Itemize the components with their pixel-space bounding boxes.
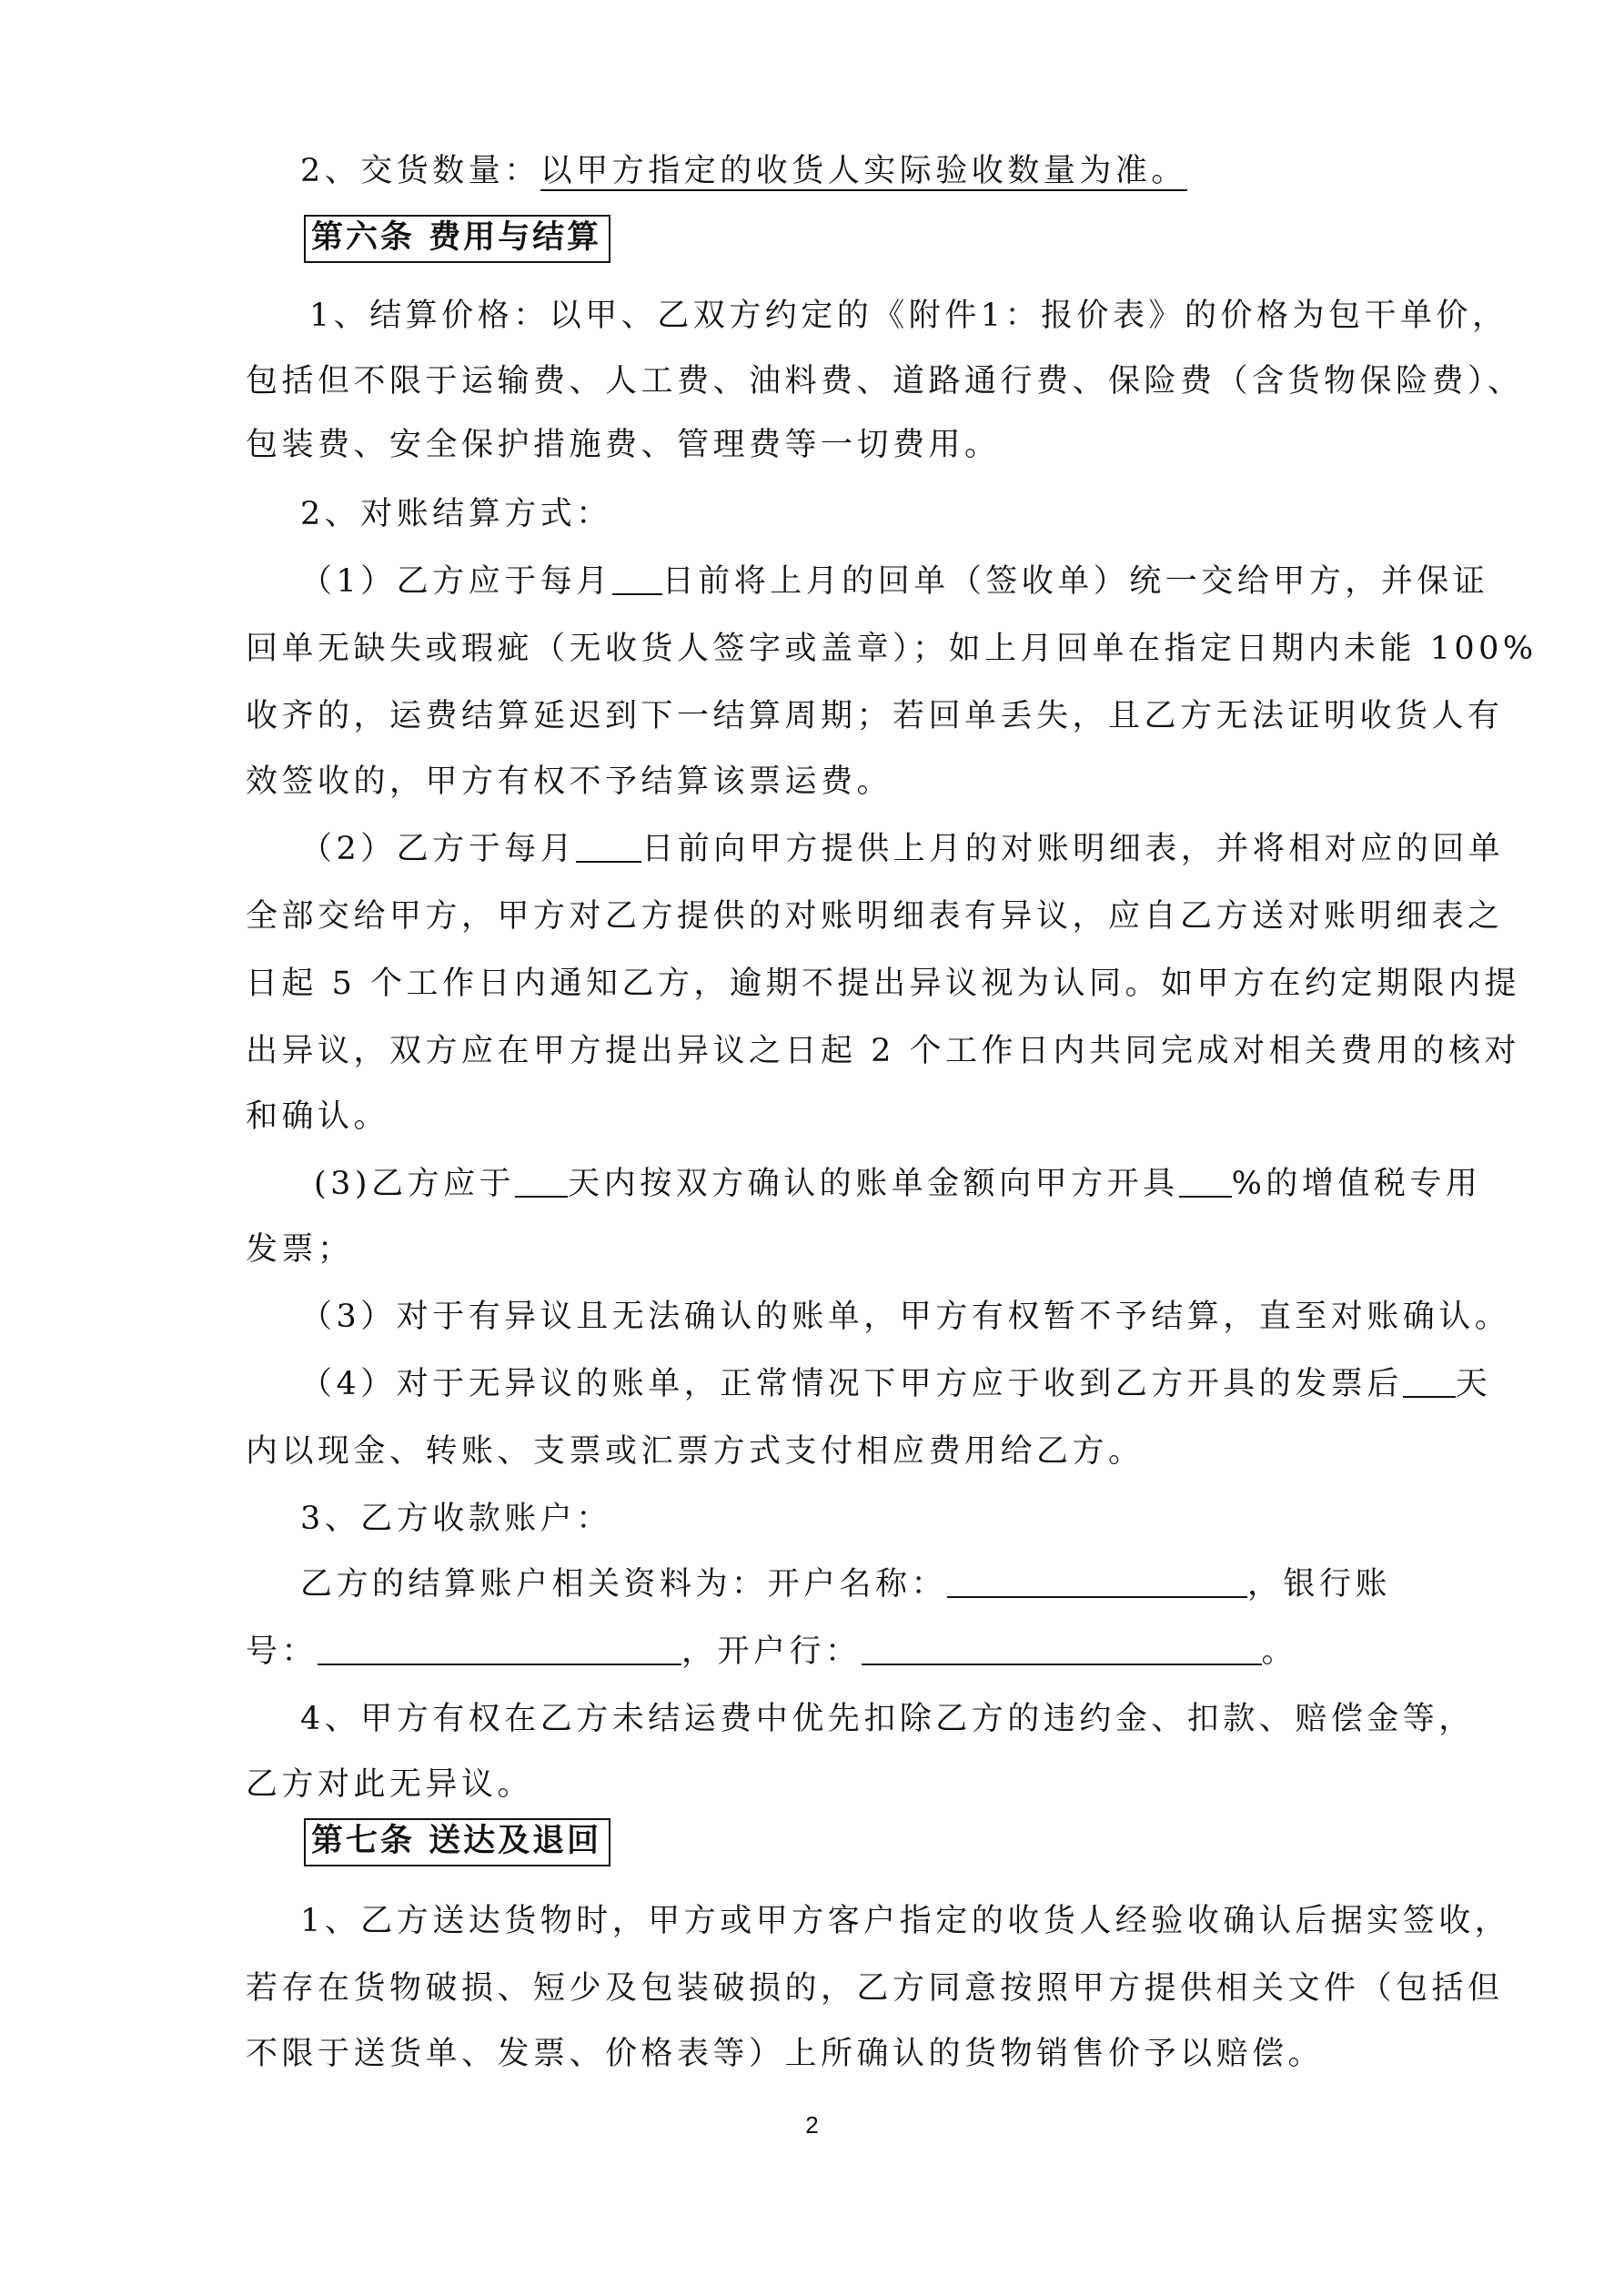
delivery-quantity-text: 以甲方指定的收货人实际验收数量为准。 — [540, 153, 1187, 191]
paragraph-line: 和确认。 — [246, 1098, 390, 1135]
paragraph-line: 乙方的结算账户相关资料为：开户名称： ，银行账 — [300, 1566, 1392, 1603]
paragraph-line: 3、乙方收款账户： — [300, 1501, 612, 1537]
paragraph-line: （4）对于无异议的账单，正常情况下甲方应于收到乙方开具的发票后 天 — [300, 1366, 1492, 1402]
page-number: 2 — [805, 2111, 819, 2139]
paragraph-line: 1、结算价格：以甲、乙双方约定的《附件1：报价表》的价格为包干单价， — [309, 298, 1508, 334]
blank-field — [515, 1168, 568, 1198]
paragraph-line: 出异议，双方应在甲方提出异议之日起 2 个工作日内共同完成对相关费用的核对 — [246, 1033, 1521, 1069]
paragraph-line: 若存在货物破损、短少及包装破损的，乙方同意按照甲方提供相关文件（包括但 — [246, 1970, 1504, 2007]
paragraph-line: 内以现金、转账、支票或汇票方式支付相应费用给乙方。 — [246, 1433, 1145, 1470]
account-name-field — [947, 1569, 1247, 1598]
blank-field — [612, 566, 662, 595]
clause-5-item-2 — [300, 153, 1437, 191]
bank-name-field — [862, 1636, 1262, 1665]
paragraph-line: 包装费、安全保护措施费、管理费等一切费用。 — [246, 427, 1001, 463]
paragraph-line: 包括但不限于运输费、人工费、油料费、道路通行费、保险费（含货物保险费）、 — [246, 363, 1524, 400]
paragraph-line: 4、甲方有权在乙方未结运费中优先扣除乙方的违约金、扣款、赔偿金等， — [300, 1701, 1475, 1737]
paragraph-line: 全部交给甲方，甲方对乙方提供的对账明细表有异议，应自乙方送对账明细表之 — [246, 898, 1504, 935]
paragraph-line: 1、乙方送达货物时，甲方或甲方客户指定的收货人经验收确认后据实签收， — [300, 1903, 1511, 1939]
article-7-heading: 第七条 送达及退回 — [304, 1818, 610, 1866]
account-number-field — [318, 1636, 681, 1665]
paragraph-line: （2）乙方于每月 日前向甲方提供上月的对账明细表，并将相对应的回单 — [300, 831, 1505, 867]
blank-field — [1179, 1168, 1232, 1198]
delivery-quantity-label: 2、交货数量： — [300, 153, 540, 189]
paragraph-line: （3）对于有异议且无法确认的账单，甲方有权暂不予结算，直至对账确认。 — [300, 1299, 1511, 1335]
paragraph-line: （1）乙方应于每月 日前将上月的回单（签收单）统一交给甲方，并保证 — [300, 563, 1489, 600]
paragraph-line: (3)乙方应于 天内按双方确认的账单金额向甲方开具 %的增值税专用 — [314, 1166, 1482, 1202]
paragraph-line: 日起 5 个工作日内通知乙方，逾期不提出异议视为认同。如甲方在约定期限内提 — [246, 966, 1521, 1002]
paragraph-line: 不限于送货单、发票、价格表等）上所确认的货物销售价予以赔偿。 — [246, 2036, 1325, 2072]
blank-field — [576, 834, 641, 863]
paragraph-line: 回单无缺失或瑕疵（无收货人签字或盖章）；如上月回单在指定日期内未能 100% — [246, 631, 1538, 667]
blank-field — [1403, 1369, 1456, 1398]
paragraph-line: 号： ，开户行： 。 — [246, 1633, 1298, 1670]
paragraph-line: 效签收的，甲方有权不予结算该票运费。 — [246, 764, 893, 800]
article-6-heading: 第六条 费用与结算 — [304, 215, 610, 263]
paragraph-line: 乙方对此无异议。 — [246, 1766, 534, 1803]
paragraph-line: 发票； — [246, 1231, 354, 1268]
paragraph-line: 2、对账结算方式： — [300, 496, 612, 532]
paragraph-line: 收齐的，运费结算延迟到下一结算周期；若回单丢失，且乙方无法证明收货人有 — [246, 698, 1504, 734]
